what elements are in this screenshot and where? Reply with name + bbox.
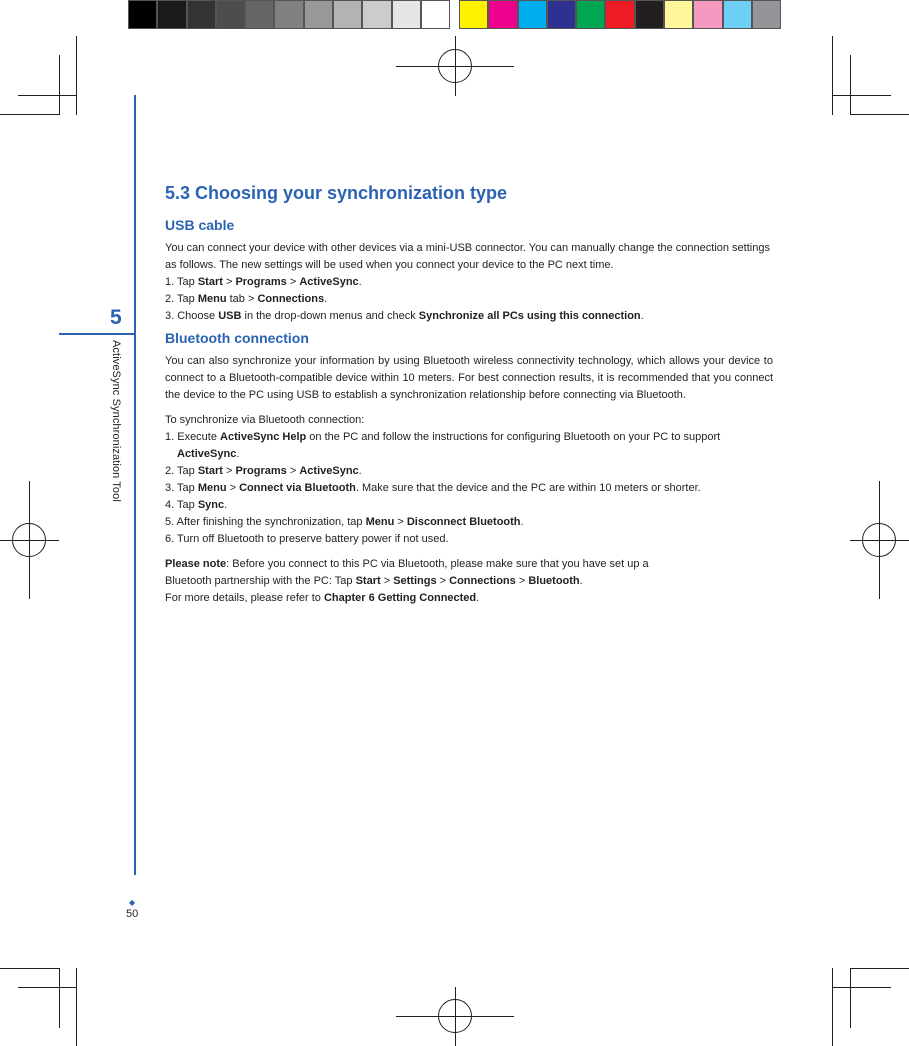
bluetooth-step-6: 6. Turn off Bluetooth to preserve battery power if not used.	[165, 533, 449, 545]
margin-line	[134, 95, 136, 875]
swatch	[518, 0, 547, 29]
swatch	[157, 0, 186, 29]
usb-step-1: 1. Tap Start > Programs > ActiveSync.	[165, 276, 362, 288]
crop-mark	[0, 114, 59, 115]
swatch	[187, 0, 216, 29]
swatch	[421, 0, 450, 29]
swatch	[547, 0, 576, 29]
bluetooth-step-5: 5. After finishing the synchronization, tap Menu > Disconnect Bluetooth.	[165, 516, 524, 528]
swatch	[635, 0, 664, 29]
swatch	[274, 0, 303, 29]
swatch	[664, 0, 693, 29]
swatch	[459, 0, 488, 29]
registration-circle-icon	[12, 523, 46, 557]
crop-mark	[832, 987, 891, 988]
crop-mark	[850, 55, 851, 115]
swatch	[245, 0, 274, 29]
section-title: 5.3 Choosing your synchronization type	[165, 183, 508, 203]
usb-intro: You can connect your device with other devices via a mini-USB connector. You can manually change the connection settings as follows. The new settings will be used when you connect your device to the PC next time.	[165, 242, 770, 271]
usb-step-2: 2. Tap Menu tab > Connections.	[165, 293, 328, 305]
page-content	[165, 182, 773, 607]
page-number: 50	[126, 908, 139, 920]
crop-mark	[18, 95, 76, 96]
note-line-3: For more details, please refer to Chapter 6 Getting Connected.	[165, 592, 480, 604]
bluetooth-lead: To synchronize via Bluetooth connection:	[165, 414, 365, 426]
crop-mark	[832, 968, 833, 1046]
spacer	[165, 404, 773, 412]
registration-circle-icon	[438, 49, 472, 83]
usb-heading: USB cable	[165, 217, 235, 233]
swatch	[723, 0, 752, 29]
swatch	[362, 0, 391, 29]
crop-mark	[76, 968, 77, 1046]
swatch	[333, 0, 362, 29]
crop-mark	[832, 95, 891, 96]
crop-mark	[0, 968, 59, 969]
chapter-number: 5	[110, 306, 122, 329]
registration-circle-icon	[862, 523, 896, 557]
color-swatch-bar	[459, 0, 781, 31]
crop-mark	[850, 968, 851, 1028]
crop-mark	[851, 114, 909, 115]
bluetooth-heading: Bluetooth connection	[165, 330, 309, 346]
bluetooth-step-2: 2. Tap Start > Programs > ActiveSync.	[165, 465, 362, 477]
crop-mark	[59, 55, 60, 115]
bluetooth-step-3: 3. Tap Menu > Connect via Bluetooth. Make sure that the device and the PC are within 10 meters or shorter.	[165, 482, 701, 494]
usb-step-3: 3. Choose USB in the drop-down menus and check Synchronize all PCs using this connection.	[165, 310, 644, 322]
swatch	[693, 0, 722, 29]
swatch	[488, 0, 517, 29]
crop-mark	[59, 968, 60, 1028]
chapter-title: ActiveSync Synchronization Tool	[110, 340, 122, 502]
crop-mark	[18, 987, 76, 988]
swatch	[576, 0, 605, 29]
crop-mark	[832, 36, 833, 115]
bluetooth-step-1: 1. Execute ActiveSync Help on the PC and follow the instructions for configuring Bluetooth on your PC to support ActiveSync.	[165, 431, 721, 460]
swatch	[752, 0, 781, 29]
swatch	[216, 0, 245, 29]
swatch	[605, 0, 634, 29]
bluetooth-intro: You can also synchronize your information by using Bluetooth wireless connectivity technology, which allows your device to connect to a Bluetooth-compatible device within 10 meters. For best connection results, it is recommended that you connect the device to the PC using USB to establish a synchronization relationship before connecting via Bluetooth.	[165, 355, 773, 401]
swatch	[128, 0, 157, 29]
registration-circle-icon	[438, 999, 472, 1033]
swatch	[392, 0, 421, 29]
note-line-1: Please note: Before you connect to this PC via Bluetooth, please make sure that you have set up a	[165, 558, 649, 570]
swatch	[304, 0, 333, 29]
diamond-icon: ◆	[129, 898, 136, 907]
spacer	[165, 548, 773, 556]
note-line-2: Bluetooth partnership with the PC: Tap Start > Settings > Connections > Bluetooth.	[165, 575, 583, 587]
crop-mark	[76, 36, 77, 115]
crop-mark	[851, 968, 909, 969]
gray-swatch-bar	[128, 0, 450, 31]
bluetooth-step-4: 4. Tap Sync.	[165, 499, 228, 511]
chapter-tab-line	[59, 333, 135, 335]
